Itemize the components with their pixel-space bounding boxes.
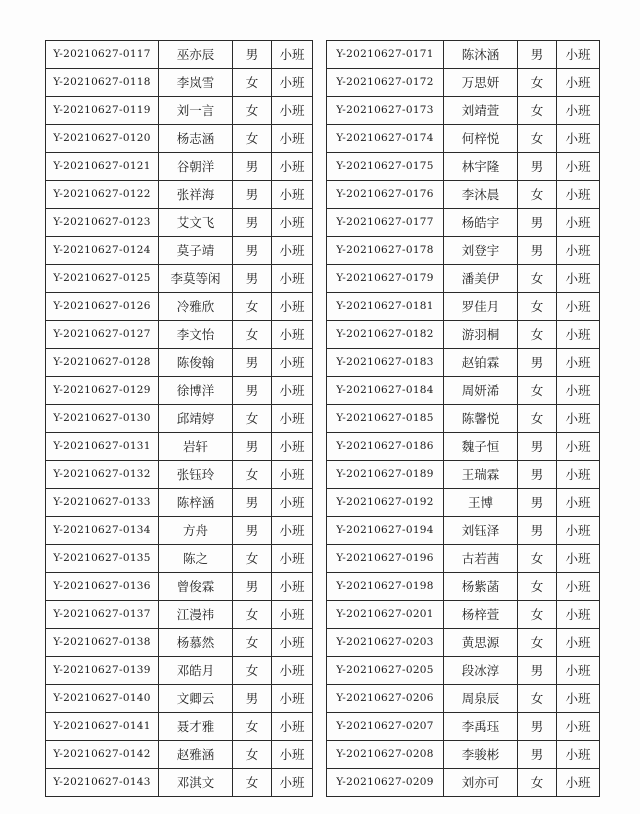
student-id-cell: Y-20210627-0176 [327, 181, 444, 209]
student-class-cell: 小班 [557, 741, 600, 769]
table-row [46, 433, 313, 461]
student-gender-cell: 女 [518, 97, 557, 125]
student-id-cell: Y-20210627-0182 [327, 321, 444, 349]
student-class-cell: 小班 [557, 153, 600, 181]
student-id-cell: Y-20210627-0183 [327, 349, 444, 377]
student-class-cell: 小班 [557, 405, 600, 433]
student-class-cell: 小班 [272, 265, 313, 293]
student-id-cell: Y-20210627-0174 [327, 125, 444, 153]
table-row [46, 97, 313, 125]
student-gender-cell: 男 [518, 41, 557, 69]
table-row [327, 377, 600, 405]
student-gender-cell: 女 [233, 657, 272, 685]
student-gender-cell: 男 [518, 433, 557, 461]
student-class-cell: 小班 [557, 41, 600, 69]
student-class-cell: 小班 [557, 713, 600, 741]
student-class-cell: 小班 [272, 489, 313, 517]
student-gender-cell: 女 [518, 377, 557, 405]
student-class-cell: 小班 [272, 657, 313, 685]
student-name-cell: 曾俊霖 [159, 573, 233, 601]
table-row [327, 41, 600, 69]
student-name-cell: 李岚雪 [159, 69, 233, 97]
table-row [46, 153, 313, 181]
table-row [46, 405, 313, 433]
student-class-cell: 小班 [557, 349, 600, 377]
student-gender-cell: 女 [233, 629, 272, 657]
student-id-cell: Y-20210627-0130 [46, 405, 159, 433]
student-class-cell: 小班 [557, 377, 600, 405]
student-id-cell: Y-20210627-0118 [46, 69, 159, 97]
student-class-cell: 小班 [557, 629, 600, 657]
student-id-cell: Y-20210627-0189 [327, 461, 444, 489]
student-id-cell: Y-20210627-0206 [327, 685, 444, 713]
student-gender-cell: 女 [233, 713, 272, 741]
student-name-cell: 王博 [444, 489, 518, 517]
table-row [46, 769, 313, 797]
student-name-cell: 李莫等闲 [159, 265, 233, 293]
table-row [327, 489, 600, 517]
table-row [46, 741, 313, 769]
student-gender-cell: 女 [233, 69, 272, 97]
student-class-cell: 小班 [272, 573, 313, 601]
roster-table-right [326, 40, 600, 797]
student-name-cell: 刘亦可 [444, 769, 518, 797]
student-gender-cell: 男 [233, 433, 272, 461]
student-name-cell: 陈沐涵 [444, 41, 518, 69]
student-gender-cell: 男 [233, 573, 272, 601]
student-id-cell: Y-20210627-0201 [327, 601, 444, 629]
student-gender-cell: 女 [233, 293, 272, 321]
table-row [46, 629, 313, 657]
student-name-cell: 莫子靖 [159, 237, 233, 265]
student-class-cell: 小班 [272, 69, 313, 97]
table-row [46, 125, 313, 153]
student-name-cell: 杨紫菡 [444, 573, 518, 601]
student-name-cell: 王瑞霖 [444, 461, 518, 489]
student-id-cell: Y-20210627-0131 [46, 433, 159, 461]
table-row [46, 209, 313, 237]
table-row [327, 657, 600, 685]
student-gender-cell: 女 [518, 181, 557, 209]
student-gender-cell: 男 [518, 349, 557, 377]
student-name-cell: 黄思源 [444, 629, 518, 657]
student-name-cell: 杨志涵 [159, 125, 233, 153]
student-class-cell: 小班 [557, 573, 600, 601]
student-gender-cell: 男 [518, 517, 557, 545]
student-name-cell: 李沐晨 [444, 181, 518, 209]
table-row [46, 489, 313, 517]
table-row [327, 237, 600, 265]
student-name-cell: 林宇隆 [444, 153, 518, 181]
table-row [46, 265, 313, 293]
student-id-cell: Y-20210627-0128 [46, 349, 159, 377]
student-name-cell: 杨慕然 [159, 629, 233, 657]
student-gender-cell: 女 [518, 293, 557, 321]
student-gender-cell: 男 [518, 209, 557, 237]
student-class-cell: 小班 [557, 685, 600, 713]
table-row [46, 41, 313, 69]
student-name-cell: 李禹珏 [444, 713, 518, 741]
student-id-cell: Y-20210627-0208 [327, 741, 444, 769]
student-gender-cell: 男 [518, 237, 557, 265]
student-gender-cell: 男 [233, 237, 272, 265]
table-row [327, 629, 600, 657]
student-gender-cell: 女 [233, 545, 272, 573]
student-class-cell: 小班 [272, 461, 313, 489]
student-gender-cell: 女 [518, 69, 557, 97]
table-row [46, 517, 313, 545]
student-gender-cell: 男 [233, 685, 272, 713]
student-gender-cell: 女 [233, 125, 272, 153]
student-id-cell: Y-20210627-0140 [46, 685, 159, 713]
student-name-cell: 周妍浠 [444, 377, 518, 405]
table-row [327, 517, 600, 545]
student-name-cell: 魏子恒 [444, 433, 518, 461]
student-name-cell: 何梓悦 [444, 125, 518, 153]
student-gender-cell: 男 [233, 265, 272, 293]
table-row [327, 293, 600, 321]
student-name-cell: 陈馨悦 [444, 405, 518, 433]
student-class-cell: 小班 [557, 545, 600, 573]
table-row [46, 321, 313, 349]
student-gender-cell: 男 [233, 517, 272, 545]
student-gender-cell: 女 [518, 601, 557, 629]
table-row [327, 125, 600, 153]
student-id-cell: Y-20210627-0132 [46, 461, 159, 489]
student-id-cell: Y-20210627-0136 [46, 573, 159, 601]
student-gender-cell: 男 [518, 741, 557, 769]
student-id-cell: Y-20210627-0121 [46, 153, 159, 181]
student-id-cell: Y-20210627-0122 [46, 181, 159, 209]
student-gender-cell: 女 [518, 685, 557, 713]
table-row [46, 657, 313, 685]
student-class-cell: 小班 [557, 293, 600, 321]
student-name-cell: 张祥海 [159, 181, 233, 209]
table-row [327, 405, 600, 433]
student-class-cell: 小班 [557, 181, 600, 209]
student-class-cell: 小班 [557, 489, 600, 517]
table-row [327, 685, 600, 713]
student-name-cell: 罗佳月 [444, 293, 518, 321]
student-id-cell: Y-20210627-0133 [46, 489, 159, 517]
student-class-cell: 小班 [557, 517, 600, 545]
student-gender-cell: 女 [518, 321, 557, 349]
student-class-cell: 小班 [272, 517, 313, 545]
student-class-cell: 小班 [272, 405, 313, 433]
student-name-cell: 谷朝洋 [159, 153, 233, 181]
student-gender-cell: 女 [518, 629, 557, 657]
student-id-cell: Y-20210627-0139 [46, 657, 159, 685]
student-gender-cell: 男 [233, 349, 272, 377]
student-id-cell: Y-20210627-0181 [327, 293, 444, 321]
student-name-cell: 段冰淳 [444, 657, 518, 685]
student-class-cell: 小班 [272, 545, 313, 573]
student-id-cell: Y-20210627-0117 [46, 41, 159, 69]
table-row [46, 69, 313, 97]
student-id-cell: Y-20210627-0142 [46, 741, 159, 769]
student-name-cell: 李骏彬 [444, 741, 518, 769]
student-class-cell: 小班 [272, 293, 313, 321]
student-class-cell: 小班 [272, 769, 313, 797]
table-row [46, 461, 313, 489]
student-name-cell: 陈之 [159, 545, 233, 573]
student-class-cell: 小班 [557, 321, 600, 349]
student-id-cell: Y-20210627-0135 [46, 545, 159, 573]
student-id-cell: Y-20210627-0172 [327, 69, 444, 97]
student-gender-cell: 女 [233, 405, 272, 433]
student-class-cell: 小班 [272, 629, 313, 657]
student-id-cell: Y-20210627-0205 [327, 657, 444, 685]
student-name-cell: 陈梓涵 [159, 489, 233, 517]
student-name-cell: 万思妍 [444, 69, 518, 97]
table-row [327, 209, 600, 237]
student-class-cell: 小班 [272, 349, 313, 377]
student-id-cell: Y-20210627-0119 [46, 97, 159, 125]
student-name-cell: 邓皓月 [159, 657, 233, 685]
student-gender-cell: 男 [518, 461, 557, 489]
student-name-cell: 冷雅欣 [159, 293, 233, 321]
table-row [327, 601, 600, 629]
student-id-cell: Y-20210627-0175 [327, 153, 444, 181]
student-id-cell: Y-20210627-0171 [327, 41, 444, 69]
student-class-cell: 小班 [272, 377, 313, 405]
student-id-cell: Y-20210627-0126 [46, 293, 159, 321]
student-id-cell: Y-20210627-0192 [327, 489, 444, 517]
roster-table-left-body [46, 41, 313, 797]
student-gender-cell: 女 [518, 405, 557, 433]
student-id-cell: Y-20210627-0178 [327, 237, 444, 265]
student-class-cell: 小班 [272, 237, 313, 265]
student-id-cell: Y-20210627-0173 [327, 97, 444, 125]
student-name-cell: 邱靖婷 [159, 405, 233, 433]
student-class-cell: 小班 [272, 713, 313, 741]
student-id-cell: Y-20210627-0198 [327, 573, 444, 601]
student-name-cell: 赵雅涵 [159, 741, 233, 769]
table-row [46, 573, 313, 601]
table-row [327, 265, 600, 293]
table-row [327, 573, 600, 601]
student-name-cell: 李文怡 [159, 321, 233, 349]
student-id-cell: Y-20210627-0185 [327, 405, 444, 433]
student-id-cell: Y-20210627-0138 [46, 629, 159, 657]
student-name-cell: 刘登宇 [444, 237, 518, 265]
student-gender-cell: 男 [518, 713, 557, 741]
student-gender-cell: 女 [233, 321, 272, 349]
table-row [46, 545, 313, 573]
student-gender-cell: 男 [233, 41, 272, 69]
student-gender-cell: 男 [233, 181, 272, 209]
student-gender-cell: 女 [233, 461, 272, 489]
student-id-cell: Y-20210627-0143 [46, 769, 159, 797]
table-row [46, 377, 313, 405]
table-row [46, 685, 313, 713]
student-class-cell: 小班 [272, 321, 313, 349]
student-class-cell: 小班 [557, 769, 600, 797]
student-class-cell: 小班 [272, 433, 313, 461]
student-class-cell: 小班 [272, 209, 313, 237]
student-name-cell: 张钰玲 [159, 461, 233, 489]
student-name-cell: 刘一言 [159, 97, 233, 125]
student-id-cell: Y-20210627-0134 [46, 517, 159, 545]
student-name-cell: 邓淇文 [159, 769, 233, 797]
student-gender-cell: 女 [233, 97, 272, 125]
student-name-cell: 聂才雅 [159, 713, 233, 741]
student-class-cell: 小班 [557, 97, 600, 125]
table-row [46, 601, 313, 629]
student-id-cell: Y-20210627-0123 [46, 209, 159, 237]
student-id-cell: Y-20210627-0209 [327, 769, 444, 797]
student-name-cell: 古若茜 [444, 545, 518, 573]
table-row [327, 321, 600, 349]
student-class-cell: 小班 [272, 601, 313, 629]
student-gender-cell: 男 [233, 377, 272, 405]
student-class-cell: 小班 [557, 657, 600, 685]
student-gender-cell: 女 [233, 601, 272, 629]
student-id-cell: Y-20210627-0207 [327, 713, 444, 741]
student-gender-cell: 女 [518, 125, 557, 153]
student-gender-cell: 男 [518, 657, 557, 685]
student-name-cell: 刘靖萱 [444, 97, 518, 125]
table-row [327, 433, 600, 461]
table-row [327, 97, 600, 125]
table-row [327, 741, 600, 769]
student-class-cell: 小班 [557, 601, 600, 629]
student-id-cell: Y-20210627-0129 [46, 377, 159, 405]
student-class-cell: 小班 [272, 97, 313, 125]
student-id-cell: Y-20210627-0194 [327, 517, 444, 545]
student-class-cell: 小班 [272, 125, 313, 153]
table-row [327, 461, 600, 489]
student-id-cell: Y-20210627-0196 [327, 545, 444, 573]
student-name-cell: 方舟 [159, 517, 233, 545]
student-gender-cell: 男 [518, 489, 557, 517]
student-name-cell: 赵铂霖 [444, 349, 518, 377]
student-id-cell: Y-20210627-0186 [327, 433, 444, 461]
table-row [46, 181, 313, 209]
student-class-cell: 小班 [557, 461, 600, 489]
table-row [46, 293, 313, 321]
student-name-cell: 杨梓萱 [444, 601, 518, 629]
student-gender-cell: 女 [233, 741, 272, 769]
student-id-cell: Y-20210627-0177 [327, 209, 444, 237]
student-id-cell: Y-20210627-0141 [46, 713, 159, 741]
student-id-cell: Y-20210627-0137 [46, 601, 159, 629]
roster-table-right-body [327, 41, 600, 797]
student-gender-cell: 女 [518, 265, 557, 293]
student-name-cell: 岩轩 [159, 433, 233, 461]
student-name-cell: 刘钰泽 [444, 517, 518, 545]
student-id-cell: Y-20210627-0125 [46, 265, 159, 293]
student-id-cell: Y-20210627-0203 [327, 629, 444, 657]
roster-table-left [45, 40, 313, 797]
student-class-cell: 小班 [557, 209, 600, 237]
student-name-cell: 徐博洋 [159, 377, 233, 405]
table-row [327, 545, 600, 573]
student-class-cell: 小班 [557, 433, 600, 461]
table-row [327, 153, 600, 181]
student-name-cell: 游羽桐 [444, 321, 518, 349]
student-gender-cell: 男 [233, 153, 272, 181]
student-name-cell: 陈俊翰 [159, 349, 233, 377]
student-class-cell: 小班 [557, 237, 600, 265]
student-name-cell: 潘美伊 [444, 265, 518, 293]
table-row [46, 713, 313, 741]
student-gender-cell: 女 [518, 769, 557, 797]
student-gender-cell: 女 [518, 545, 557, 573]
student-gender-cell: 男 [233, 209, 272, 237]
table-row [46, 237, 313, 265]
student-name-cell: 巫亦辰 [159, 41, 233, 69]
table-row [327, 181, 600, 209]
student-class-cell: 小班 [272, 181, 313, 209]
student-gender-cell: 男 [518, 153, 557, 181]
student-id-cell: Y-20210627-0127 [46, 321, 159, 349]
table-row [46, 349, 313, 377]
student-name-cell: 文卿云 [159, 685, 233, 713]
student-class-cell: 小班 [557, 125, 600, 153]
student-id-cell: Y-20210627-0179 [327, 265, 444, 293]
table-row [327, 713, 600, 741]
table-row [327, 69, 600, 97]
student-class-cell: 小班 [557, 265, 600, 293]
student-class-cell: 小班 [272, 741, 313, 769]
student-class-cell: 小班 [557, 69, 600, 97]
table-row [327, 349, 600, 377]
student-gender-cell: 男 [233, 489, 272, 517]
student-id-cell: Y-20210627-0124 [46, 237, 159, 265]
student-class-cell: 小班 [272, 153, 313, 181]
student-name-cell: 杨皓宇 [444, 209, 518, 237]
student-name-cell: 江漫祎 [159, 601, 233, 629]
student-class-cell: 小班 [272, 41, 313, 69]
student-gender-cell: 女 [518, 573, 557, 601]
student-id-cell: Y-20210627-0184 [327, 377, 444, 405]
student-name-cell: 周泉辰 [444, 685, 518, 713]
student-name-cell: 艾文飞 [159, 209, 233, 237]
student-gender-cell: 女 [233, 769, 272, 797]
student-class-cell: 小班 [272, 685, 313, 713]
student-id-cell: Y-20210627-0120 [46, 125, 159, 153]
table-row [327, 769, 600, 797]
